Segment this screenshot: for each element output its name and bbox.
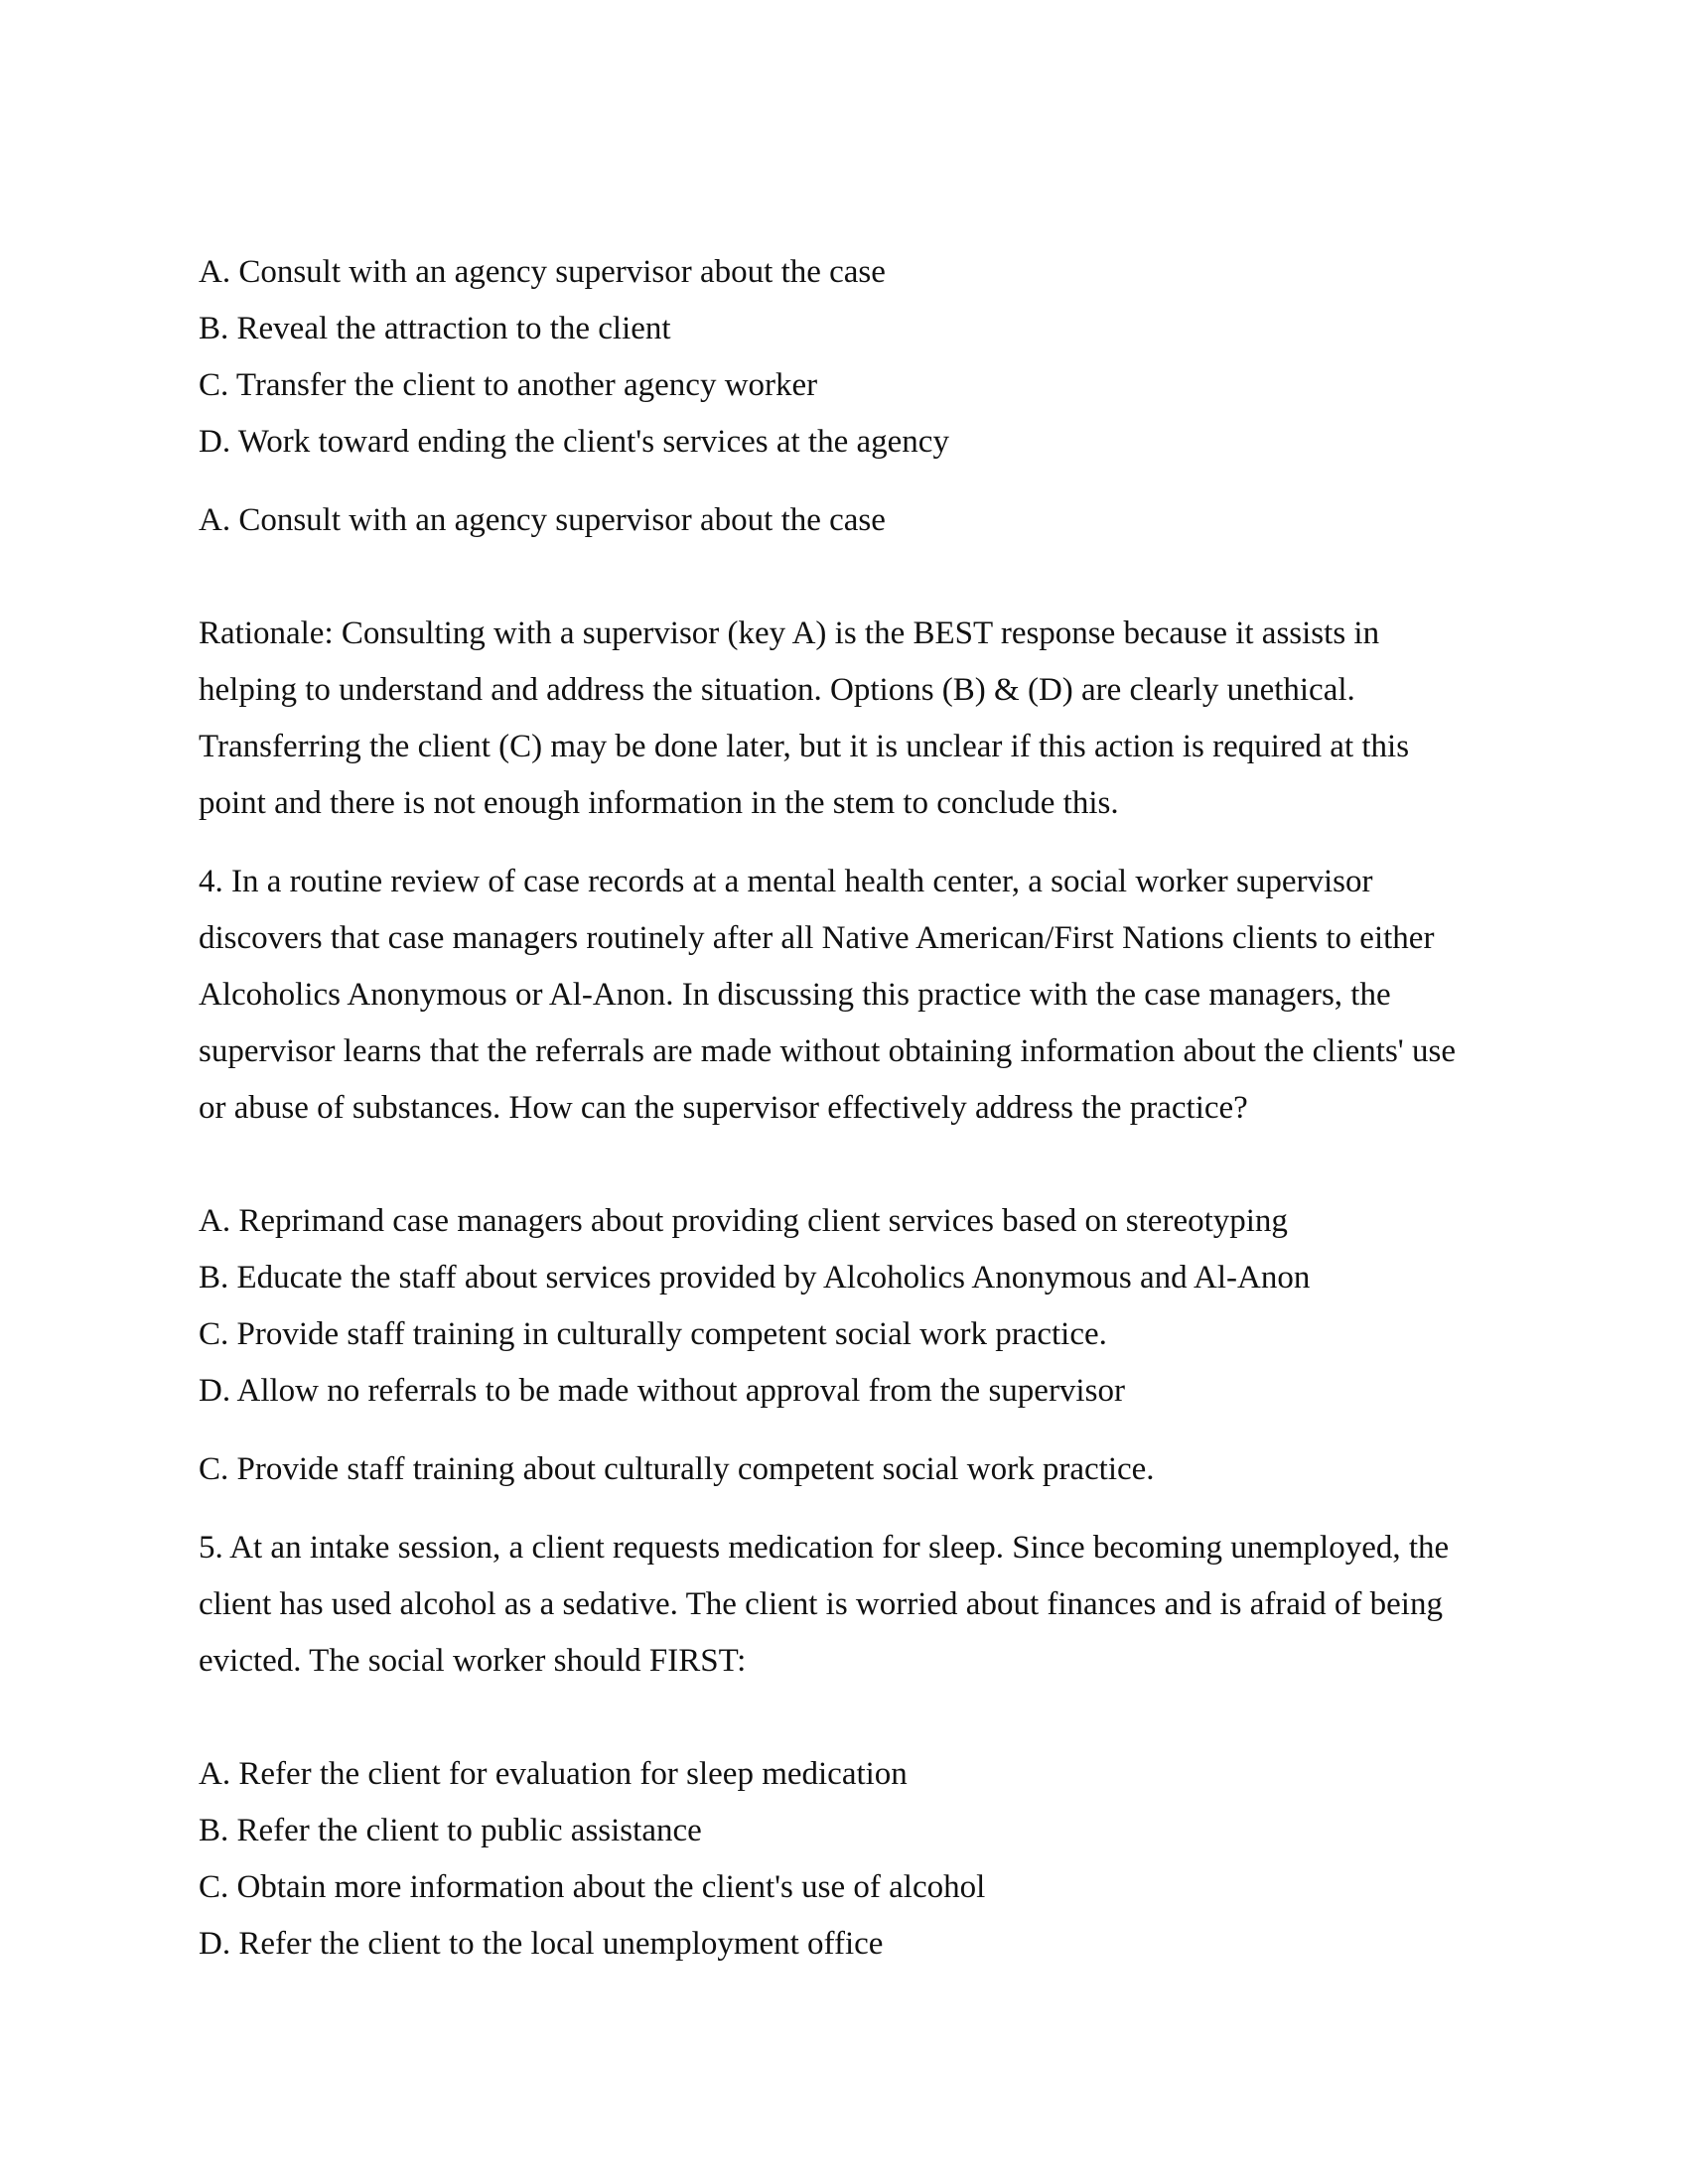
q4-stem-line: supervisor learns that the referrals are made without obtaining information about the clients' use — [199, 1033, 1456, 1069]
q4-option-c: C. Provide staff training in culturally competent social work practice. — [199, 1316, 1107, 1352]
q4-option-a: A. Reprimand case managers about providing client services based on stereotyping — [199, 1203, 1288, 1239]
q4-stem-line: 4. In a routine review of case records at a mental health center, a social worker supervisor — [199, 864, 1373, 899]
q3-rationale-line: point and there is not enough information in the stem to conclude this. — [199, 785, 1119, 821]
q5-stem-line: 5. At an intake session, a client requests medication for sleep. Since becoming unemployed, the — [199, 1530, 1450, 1566]
q3-answer: A. Consult with an agency supervisor about the case — [199, 502, 886, 538]
q4-answer: C. Provide staff training about culturally competent social work practice. — [199, 1451, 1155, 1487]
q5-stem-line: evicted. The social worker should FIRST: — [199, 1643, 747, 1679]
q3-option-a: A. Consult with an agency supervisor about the case — [199, 254, 886, 290]
q3-option-b: B. Reveal the attraction to the client — [199, 311, 671, 346]
q4-option-b: B. Educate the staff about services provided by Alcoholics Anonymous and Al-Anon — [199, 1260, 1311, 1296]
q3-rationale-line: helping to understand and address the situation. Options (B) & (D) are clearly unethical. — [199, 672, 1355, 708]
q3-option-d: D. Work toward ending the client's services at the agency — [199, 424, 949, 460]
q3-rationale-line: Rationale: Consulting with a supervisor (key A) is the BEST response because it assists in — [199, 615, 1380, 651]
q5-option-d: D. Refer the client to the local unemployment office — [199, 1926, 884, 1962]
q5-option-b: B. Refer the client to public assistance — [199, 1813, 702, 1848]
q3-rationale-line: Transferring the client (C) may be done later, but it is unclear if this action is required at this — [199, 729, 1410, 764]
q5-stem-line: client has used alcohol as a sedative. The client is worried about finances and is afraid of being — [199, 1586, 1443, 1622]
q5-option-c: C. Obtain more information about the client's use of alcohol — [199, 1869, 986, 1905]
q4-option-d: D. Allow no referrals to be made without approval from the supervisor — [199, 1373, 1125, 1409]
q4-stem-line: discovers that case managers routinely after all Native American/First Nations clients to either — [199, 920, 1435, 956]
q5-option-a: A. Refer the client for evaluation for sleep medication — [199, 1756, 908, 1792]
q4-stem-line: Alcoholics Anonymous or Al-Anon. In discussing this practice with the case managers, the — [199, 977, 1391, 1013]
q3-option-c: C. Transfer the client to another agency worker — [199, 367, 818, 403]
q4-stem-line: or abuse of substances. How can the supervisor effectively address the practice? — [199, 1090, 1248, 1126]
